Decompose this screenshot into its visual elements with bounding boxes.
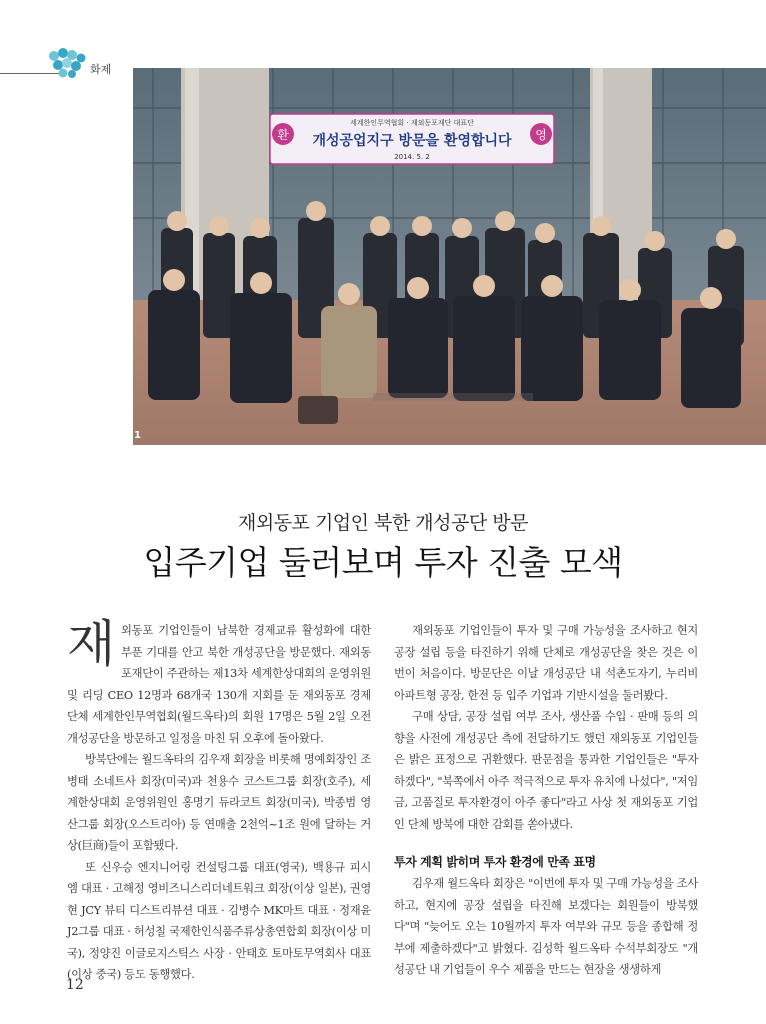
paragraph-text: 외동포 기업인들이 남북한 경제교류 활성화에 대한 부푼 기대를 안고 북한 개성공단을 방문했다. 재외동포재단이 주관하는 제13차 세계한상대회의 운영위원 및 리딩 CEO 12명과 68개국 130개 지회를 둔 재외동포 경제단체 세계한인무역협회(월드옥타)의 회원 17명은 5월 2일 오전 개성공단을 방문하고 일정을 마친 뒤 오후에 돌아왔다. <box>67 624 371 745</box>
photo-number: 1 <box>134 430 141 441</box>
section-dots-logo-icon <box>46 46 90 80</box>
paragraph: 구매 상담, 공장 설립 여부 조사, 생산품 수입 · 판매 등의 의향을 사전에 개성공단 측에 전달하기도 했던 재외동포 기업인들은 밝은 표정으로 귀환했다. 판문점을 통과한 기업인들은 "투자하겠다", "북쪽에서 아주 적극적으로 투자 유치에 나섰다", "저임금, 고품질로 투자환경이 아주 좋다"라고 사상 첫 재외동포 기업인 단체 방북에 대한 감회를 쏟아냈다. <box>394 710 698 831</box>
paragraph: 김우재 월드옥타 회장은 "이번에 투자 및 구매 가능성을 조사하고, 현지에 공장 설립을 타진해 보겠다는 회원들이 방북했다"며 "늦어도 오는 10월까지 투자 여부와 규모 등을 종합해 정부에 제출하겠다"고 밝혔다. 김성학 월드옥타 수석부회장도 "개성공단 내 기업들이 우수 제품을 만드는 현장을 생생하게 <box>394 877 699 976</box>
article-title: 입주기업 둘러보며 투자 진출 모색 <box>143 543 623 582</box>
paragraph: 또 신우승 엔지니어링 컨설팅그룹 대표(영국), 백용규 피시엠 대표 · 고해정 영비즈니스리더네트워크 회장(이상 일본), 권영현 JCY 뷰티 디스트리뷰션 대표 · 김병수 MK마트 대표 · 정재윤 J2그룹 대표 · 허성칠 국제한인식품주류상총연합회 회장(이상 미국), 정양진 이글로지스틱스 사장 · 안태호 토마토무역회사 대표(이상 중국) 등도 동행했다. <box>67 860 371 981</box>
banner-org: 세계한인무역협회 · 재외동포재단 대표단 <box>350 119 474 127</box>
banner-date: 2014. 5. 2 <box>394 153 430 161</box>
article-column-left <box>67 615 371 986</box>
dropcap: 재 <box>67 615 115 673</box>
section-label: 화제 <box>90 63 112 76</box>
paragraph: 재외동포 기업인들이 투자 및 구매 가능성을 조사하고 현지 공장 설립 등을 타진하기 위해 단체로 개성공단을 찾은 것은 이번이 처음이다. 방문단은 이날 개성공단 내 석촌도자기, 누리비아파트형 공장, 한전 등 입주 기업과 기반시설을 둘러봤다. <box>394 624 698 702</box>
page-number: 12 <box>66 977 84 993</box>
article-column-right <box>394 620 698 981</box>
banner-left-char: 환 <box>277 128 289 142</box>
paragraph: 방북단에는 월드옥타의 김우재 회장을 비롯해 명예회장인 조병태 소네트사 회장(미국)과 천용수 코스트그룹 회장(호주), 세계한상대회 운영위원인 홍명기 듀라코트 회장(미국), 박종범 영산그룹 회장(오스트리아) 등 연매출 2천억~1조 원에 달하는 거상(巨商)들이 포함됐다. <box>67 753 371 852</box>
banner-title: 개성공업지구 방문을 환영합니다 <box>312 133 512 149</box>
group-photo-illustration <box>133 68 766 445</box>
group-photo <box>133 68 766 445</box>
paragraph <box>67 615 371 749</box>
banner-right-char: 영 <box>535 128 547 142</box>
section-heading: 투자 계획 밝히며 투자 환경에 만족 표명 <box>394 855 596 869</box>
article-subtitle: 재외동포 기업인 북한 개성공단 방문 <box>238 512 528 534</box>
